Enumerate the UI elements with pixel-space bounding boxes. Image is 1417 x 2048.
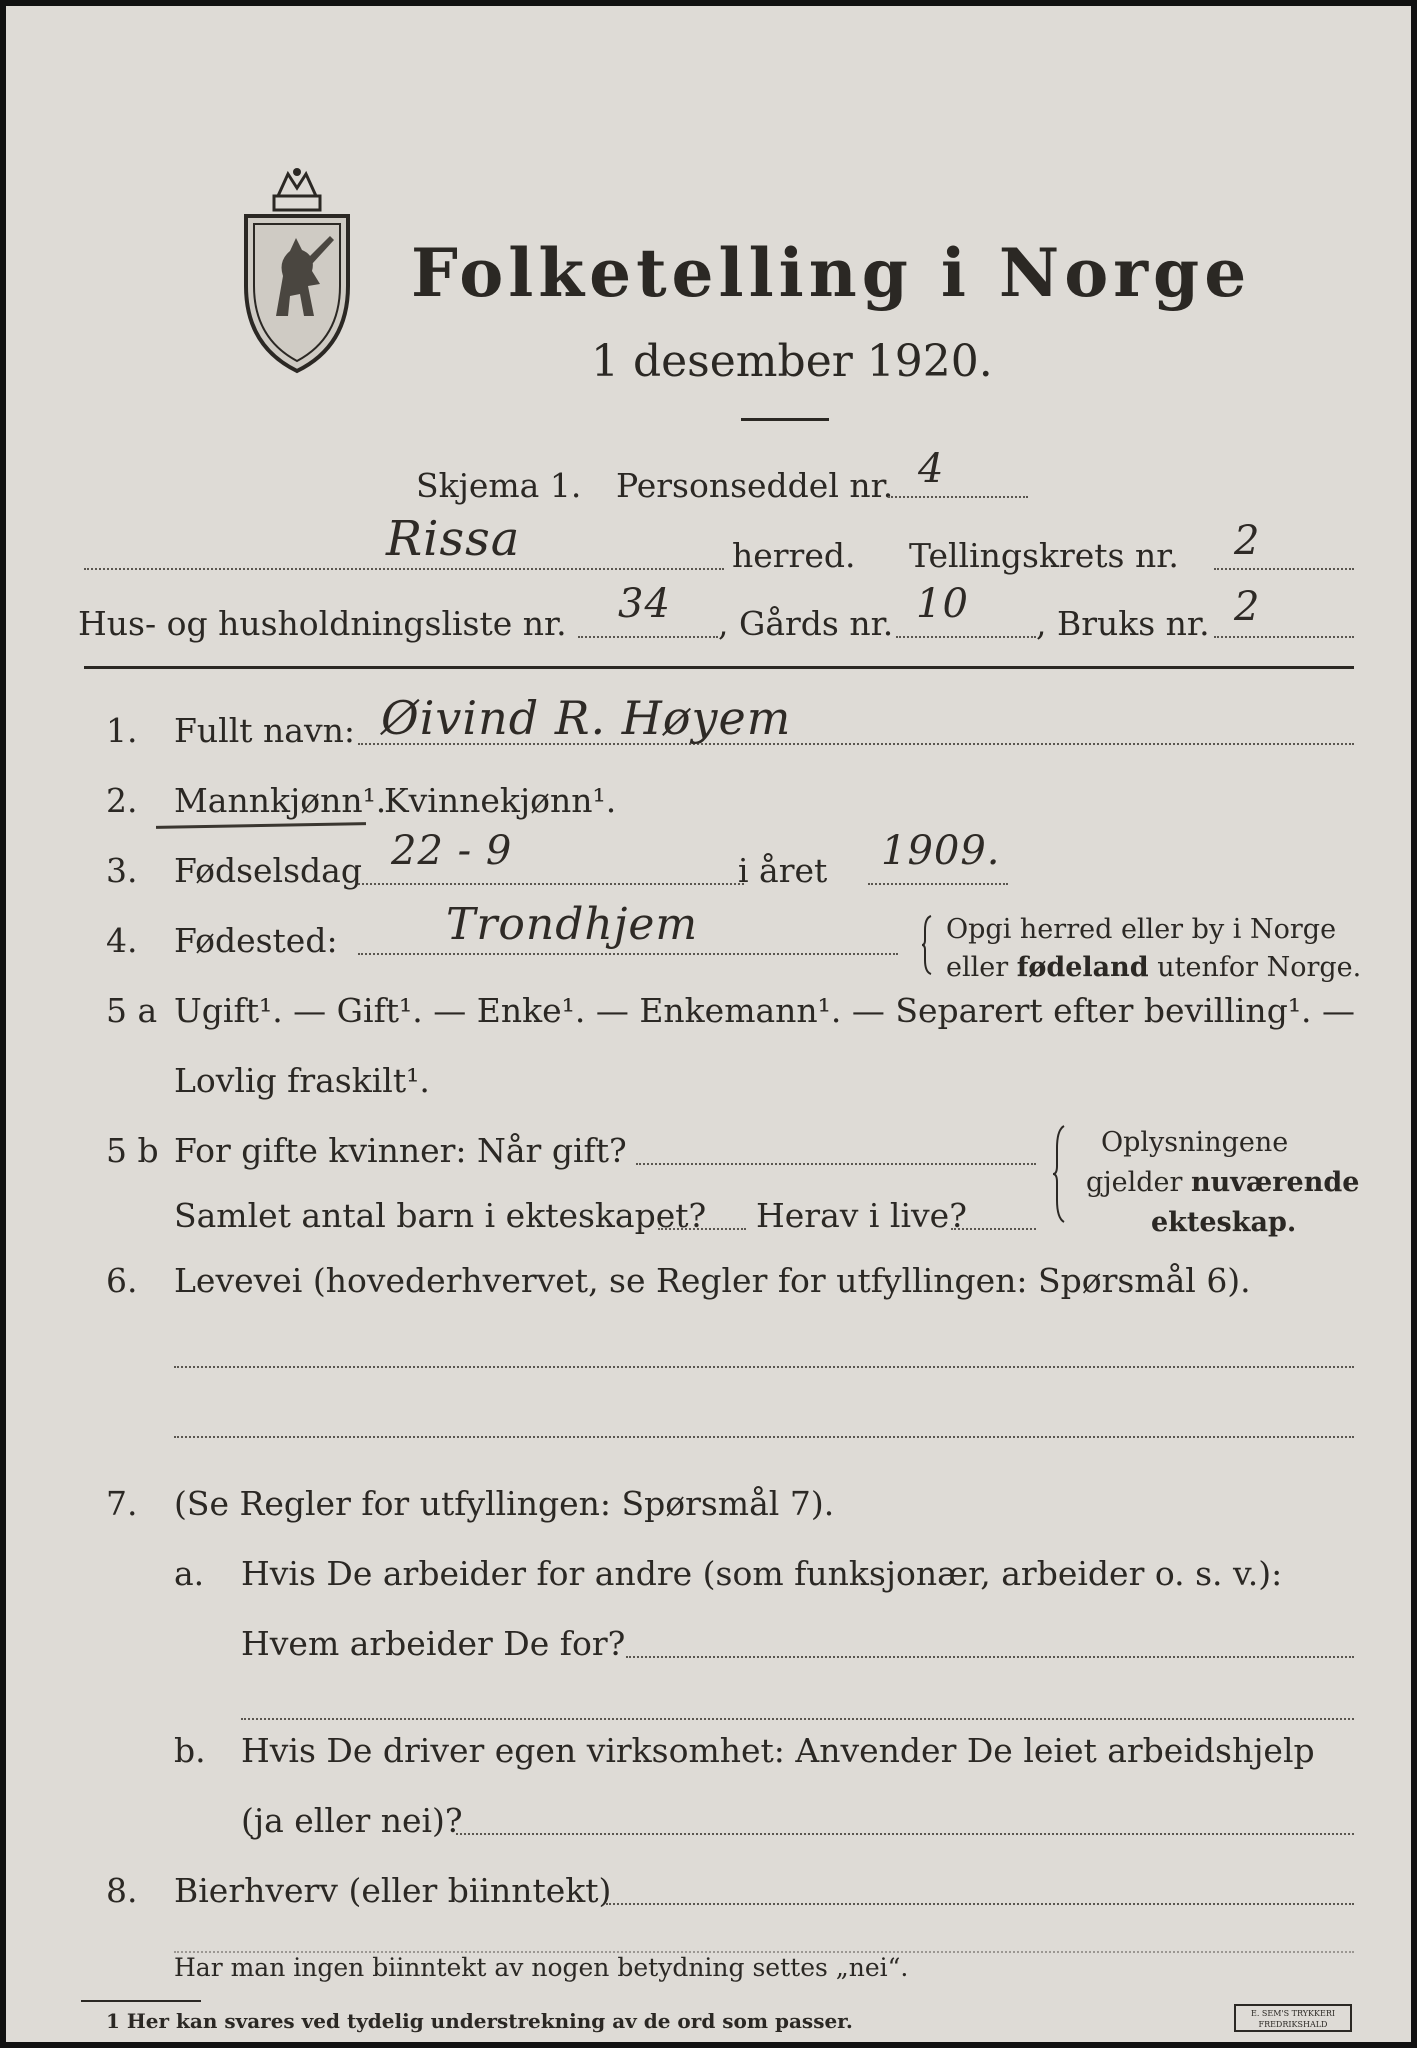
q4-note-line2-c: utenfor Norge.: [1148, 952, 1362, 983]
q5b-alive-line: [951, 1228, 1036, 1230]
form-title: Folketelling i Norge: [411, 234, 1252, 312]
q4-note-line2: [946, 951, 1361, 985]
q7b-letter: b.: [174, 1731, 206, 1770]
footnote: 1 Her kan svares ved tydelig understrekning av de ord som passer.: [106, 2009, 853, 2033]
q5b-note2: [1086, 1166, 1359, 1200]
q4-value[interactable]: Trondhjem: [446, 899, 699, 950]
hus-value[interactable]: 34: [618, 581, 671, 627]
q5b-note1: Oplysningene: [1101, 1127, 1289, 1158]
q7b-question: (ja eller nei)?: [241, 1801, 463, 1840]
q3-value[interactable]: 22 - 9: [391, 828, 513, 874]
census-form: [6, 6, 1411, 2042]
q7a-question: Hvem arbeider De for?: [241, 1624, 626, 1663]
q8-label: Bierhverv (eller biinntekt): [174, 1871, 612, 1910]
gards-label: , Gårds nr.: [718, 604, 894, 643]
q5b-married-line: [636, 1163, 1036, 1165]
hus-line: [578, 636, 718, 638]
personseddel-line: [888, 496, 1028, 498]
q5b-note3-text: ekteskap.: [1151, 1207, 1297, 1238]
bruks-line: [1214, 636, 1354, 638]
coat-of-arms-icon: [238, 166, 356, 376]
printer-mark: [1234, 2004, 1352, 2032]
q3-number: 3.: [106, 851, 138, 890]
q5b-label1: For gifte kvinner: Når gift?: [174, 1131, 627, 1170]
gards-line: [896, 636, 1036, 638]
title-divider: [741, 418, 829, 421]
q7a-letter: a.: [174, 1554, 205, 1593]
q4-note-line2-a: eller: [946, 952, 1017, 983]
q5a-line1: Ugift¹. — Gift¹. — Enke¹. — Enkemann¹. — Separert efter bevilling¹. —: [174, 991, 1356, 1030]
q3-year-label: i året: [738, 851, 828, 890]
herred-label: herred.: [732, 536, 856, 575]
hus-label: Hus- og husholdningsliste nr.: [78, 604, 567, 643]
gards-value[interactable]: 10: [916, 581, 969, 627]
q5b-label2: Samlet antal barn i ekteskapet?: [174, 1196, 707, 1235]
q8-number: 8.: [106, 1871, 138, 1910]
q3-label: Fødselsdag: [174, 851, 362, 890]
q4-note-line1: Opgi herred eller by i Norge: [946, 914, 1337, 945]
q5b-brace-icon: [1052, 1124, 1068, 1224]
q2-number: 2.: [106, 781, 138, 820]
q1-value[interactable]: Øivind R. Høyem: [381, 691, 792, 745]
q6-number: 6.: [106, 1261, 138, 1300]
q5a-line2: Lovlig fraskilt¹.: [174, 1061, 430, 1100]
herred-line: [84, 568, 724, 570]
q4-number: 4.: [106, 921, 138, 960]
q4-brace-icon: [921, 914, 935, 976]
q5b-children-line: [658, 1228, 746, 1230]
q7-label: (Se Regler for utfyllingen: Spørsmål 7).: [174, 1484, 835, 1523]
q5b-note3: [1151, 1206, 1296, 1240]
q8-line: [606, 1903, 1354, 1905]
q2-female: Kvinnekjønn¹.: [384, 781, 617, 820]
q5a-number: 5 a: [106, 991, 158, 1030]
footer-note: Har man ingen biinntekt av nogen betydning settes „nei“.: [174, 1953, 909, 1982]
q5b-label3: Herav i live?: [756, 1196, 967, 1235]
q3-line: [358, 883, 744, 885]
q5b-note2-b: nuværende: [1191, 1167, 1360, 1198]
printer-line1: E. SEM'S TRYKKERI: [1250, 2009, 1336, 2018]
q3-year-line: [868, 883, 1008, 885]
schema-label: Skjema 1.: [416, 466, 582, 505]
q3-year-value[interactable]: 1909.: [881, 828, 1001, 874]
herred-value[interactable]: Rissa: [386, 511, 521, 567]
bruks-value[interactable]: 2: [1234, 584, 1261, 630]
bruks-label: , Bruks nr.: [1036, 604, 1210, 643]
tellingskrets-line: [1214, 568, 1354, 570]
footnote-rule: [81, 2000, 201, 2002]
header-rule: [84, 666, 1354, 669]
q7b-line: [456, 1833, 1354, 1835]
q6-line1: [174, 1366, 1354, 1368]
tellingskrets-label: Tellingskrets nr.: [909, 536, 1179, 575]
q1-number: 1.: [106, 711, 138, 750]
personseddel-value[interactable]: 4: [918, 446, 945, 492]
tellingskrets-value[interactable]: 2: [1234, 518, 1261, 564]
q4-label: Fødested:: [174, 921, 338, 960]
q7a-line1: [626, 1656, 1354, 1658]
q2-male-underline: [156, 822, 366, 829]
form-date: 1 desember 1920.: [591, 336, 993, 387]
q5b-number: 5 b: [106, 1131, 159, 1170]
printer-line2: FREDRIKSHALD: [1258, 2020, 1328, 2029]
q7b-text: Hvis De driver egen virksomhet: Anvender De leiet arbeidshjelp: [241, 1731, 1315, 1770]
q1-label: Fullt navn:: [174, 711, 355, 750]
q6-line2: [174, 1436, 1354, 1438]
q7a-line2: [241, 1718, 1354, 1720]
q6-label: Levevei (hovederhvervet, se Regler for utfyllingen: Spørsmål 6).: [174, 1261, 1251, 1300]
q5b-note2-a: gjelder: [1086, 1167, 1192, 1198]
q4-line: [358, 953, 898, 955]
q7-number: 7.: [106, 1484, 138, 1523]
q2-male: Mannkjønn¹.: [174, 781, 387, 820]
personseddel-label: Personseddel nr.: [616, 466, 894, 505]
q7a-text: Hvis De arbeider for andre (som funksjonær, arbeider o. s. v.):: [241, 1554, 1283, 1593]
q4-note-line2-b: fødeland: [1016, 952, 1149, 983]
